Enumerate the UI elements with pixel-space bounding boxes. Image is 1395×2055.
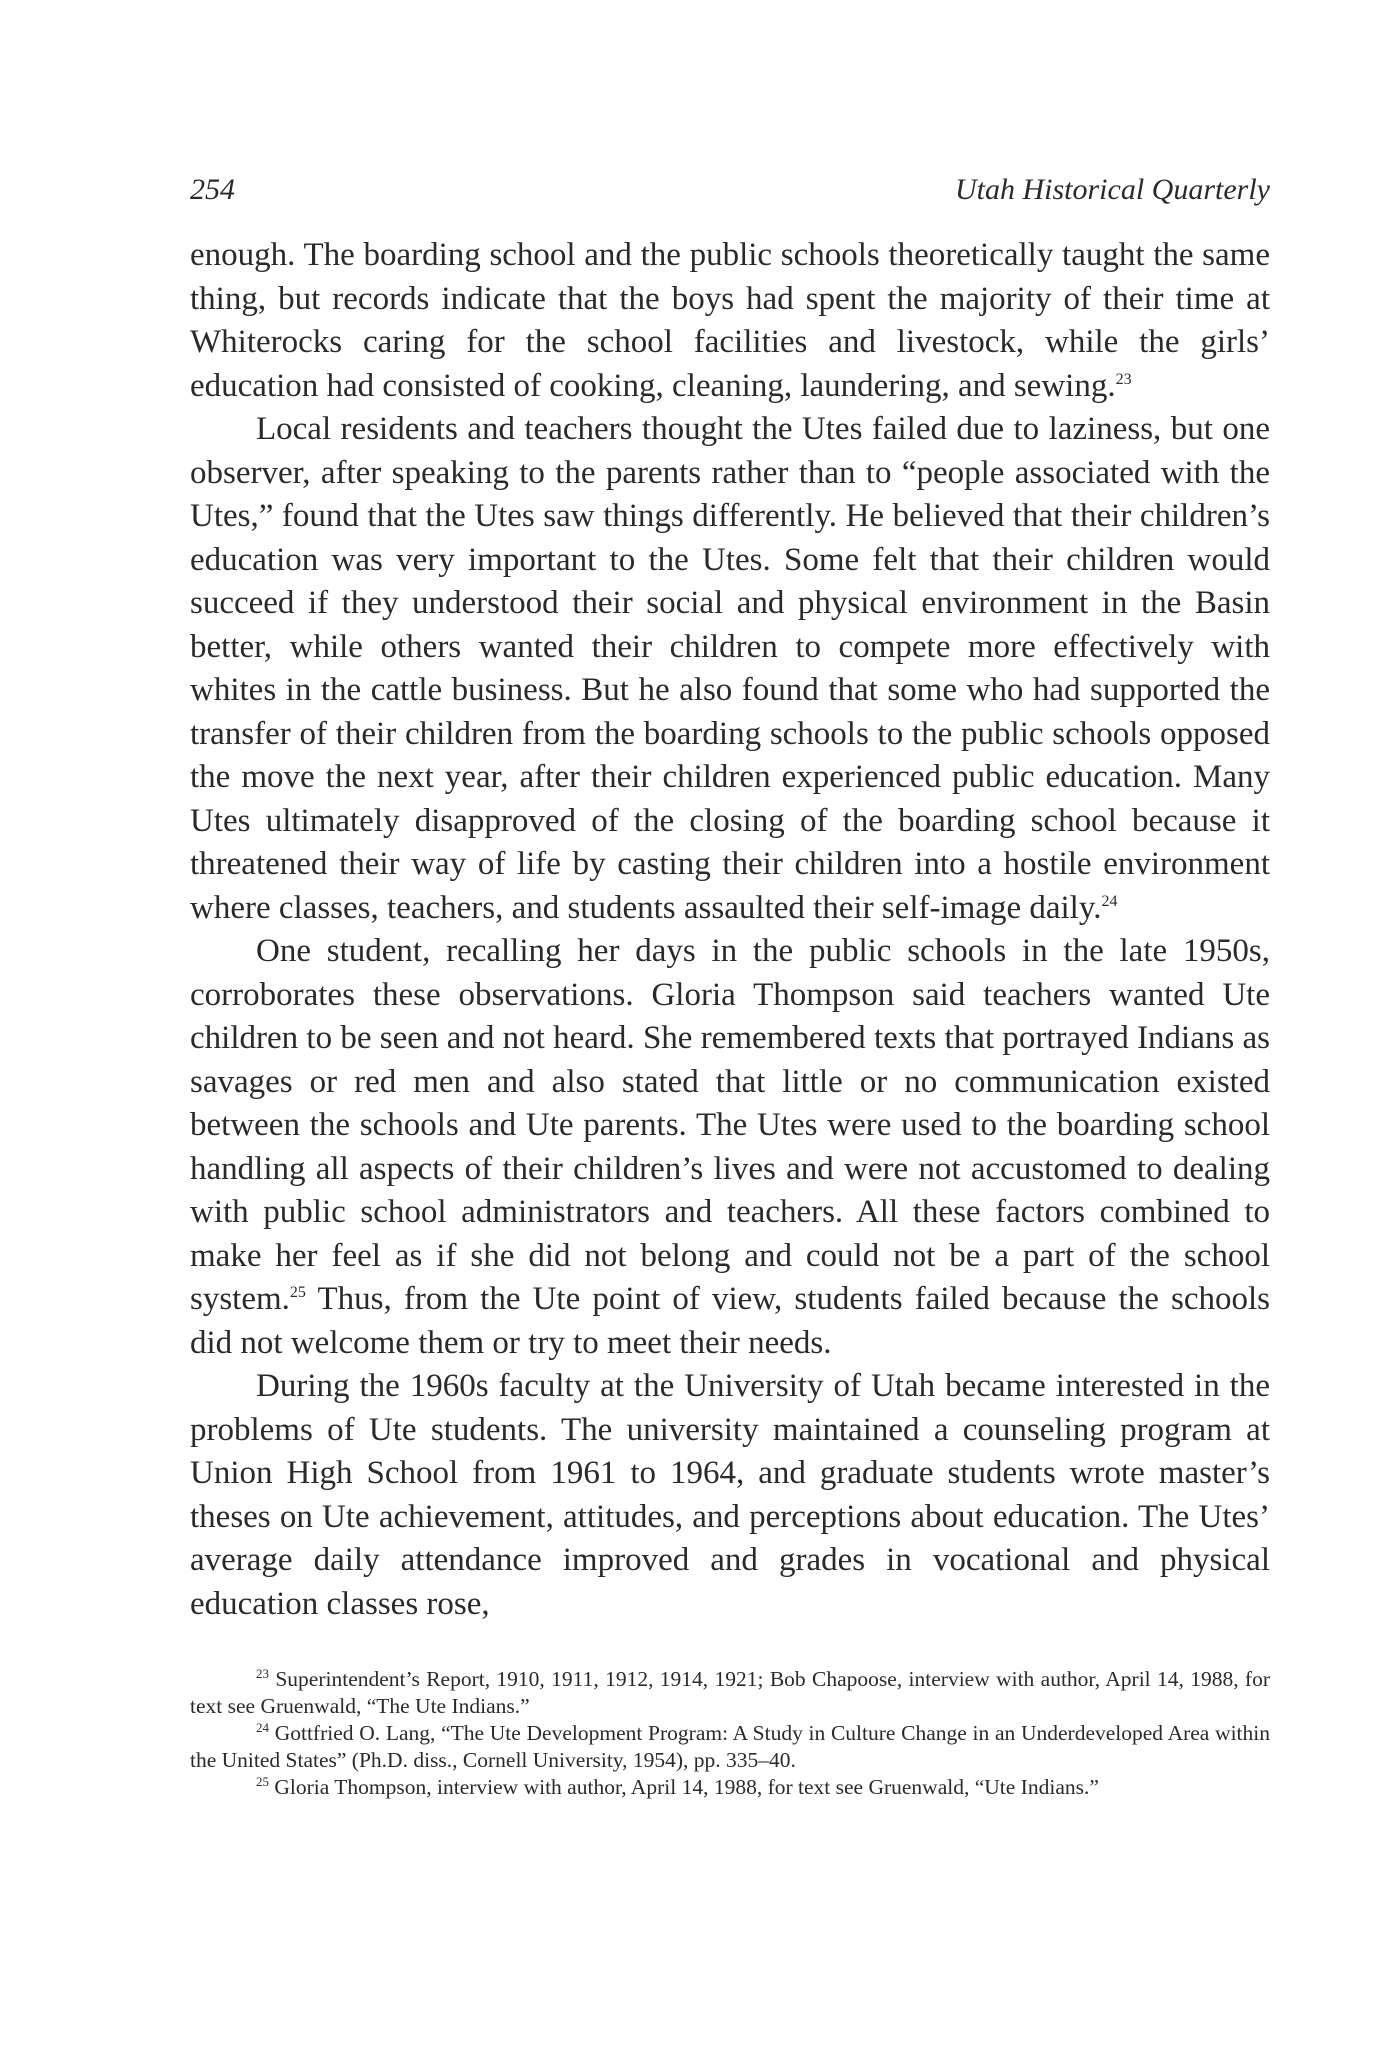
page-number: 254 [190, 173, 235, 206]
footnote-23 [190, 1666, 1270, 1720]
note-ref-25: 25 [289, 1284, 306, 1301]
paragraph-1-text: enough. The boarding school and the public schools theoretically taught the same thing, but records indicate that the boys had spent the majority of their time at Whiterocks caring for the school facilities and livestock, while the girls’ education had consisted of cooking, cleaning, laundering, and sewing. [190, 237, 1270, 404]
paragraph-2-text: Local residents and teachers thought the Utes failed due to laziness, but one observer, after speaking to the parents rather than to “people associated with the Utes,” found that the Utes saw things differently. He believed that their children’s education was very important to the Utes. Some felt that their children would succeed if they understood their social and physical environment in the Basin better, while others wanted their children to compete more effectively with whites in the cattle business. But he also found that some who had supported the transfer of their children from the boarding schools to the public schools opposed the move the next year, after their children experienced public education. Many Utes ultimately disapproved of the closing of the boarding school because it threatened their way of life by casting their children into a hostile environment where classes, teachers, and students assaulted their self-image daily. [190, 411, 1270, 926]
footnote-number: 23 [256, 1665, 269, 1681]
paragraph-3 [190, 930, 1270, 1365]
journal-title: Utah Historical Quarterly [955, 173, 1270, 206]
paragraph-4 [190, 1365, 1270, 1626]
footnote-24 [190, 1720, 1270, 1774]
paragraph-1 [190, 234, 1270, 408]
book-page [190, 170, 1270, 1801]
footnote-number: 25 [256, 1773, 269, 1789]
footnote-25 [190, 1774, 1270, 1801]
footnote-text: Superintendent’s Report, 1910, 1911, 1912, 1914, 1921; Bob Chapoose, interview with author, April 14, 1988, for text see Gruenwald, “The Ute Indians.” [190, 1667, 1270, 1718]
paragraph-4-text: During the 1960s faculty at the University of Utah became interested in the problems of Ute students. The university maintained a counseling program at Union High School from 1961 to 1964, and graduate students wrote master’s theses on Ute achievement, attitudes, and perceptions about education. The Utes’ average daily attendance improved and grades in vocational and physical education classes rose, [190, 1368, 1270, 1622]
footnote-text: Gloria Thompson, interview with author, April 14, 1988, for text see Gruenwald, “Ute Indians.” [269, 1775, 1099, 1799]
running-head [190, 170, 1270, 210]
note-ref-23: 23 [1115, 370, 1132, 388]
note-ref-24: 24 [1101, 892, 1118, 910]
footnotes [190, 1666, 1270, 1801]
body-text [190, 234, 1270, 1626]
paragraph-3-text-a: One student, recalling her days in the public schools in the late 1950s, corroborates these observations. Gloria Thompson said teachers wanted Ute children to be seen and not heard. She remembered texts that portrayed Indians as savages or red men and also stated that little or no communication existed between the schools and Ute parents. The Utes were used to the boarding school handling all aspects of their children’s lives and were not accustomed to dealing with public school administrators and teachers. All these factors combined to make her feel as if she did not belong and could not be a part of the school system. [190, 933, 1270, 1317]
paragraph-2 [190, 408, 1270, 930]
footnote-text: Gottfried O. Lang, “The Ute Development Program: A Study in Culture Change in an Underdeveloped Area within the United States” (Ph.D. diss., Cornell University, 1954), pp. 335–40. [190, 1721, 1270, 1772]
paragraph-3-text-b: Thus, from the Ute point of view, students failed because the schools did not welcome them or try to meet their needs. [190, 1281, 1270, 1361]
footnote-number: 24 [256, 1719, 269, 1735]
